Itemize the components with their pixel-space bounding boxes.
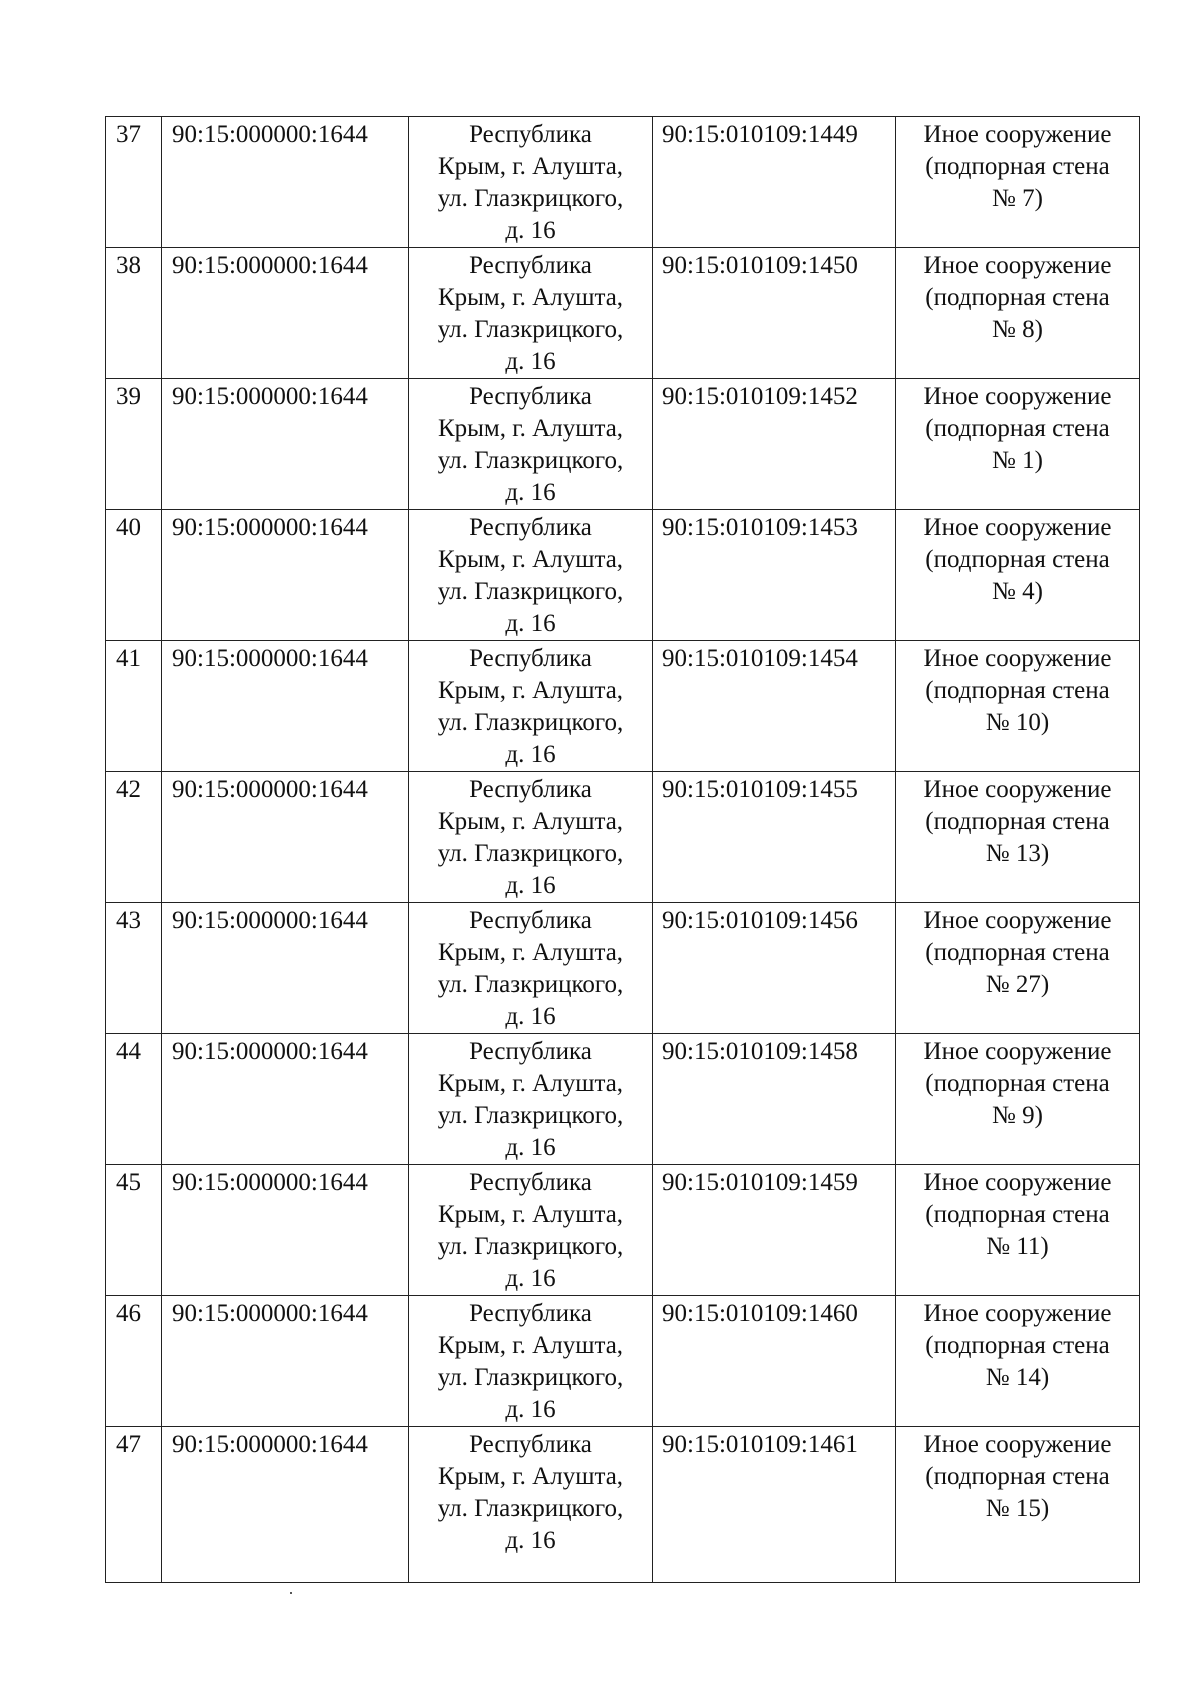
object-cadastral-number-cell: 90:15:010109:1454: [653, 641, 896, 772]
object-cadastral-number-cell: 90:15:010109:1455: [653, 772, 896, 903]
object-type-cell: [896, 1296, 1140, 1427]
row-number-cell: 43: [106, 903, 162, 1034]
object-cadastral-number-cell: 90:15:010109:1460: [653, 1296, 896, 1427]
table-row: [106, 1296, 1140, 1427]
parcel-cadastral-number-cell: 90:15:000000:1644: [162, 1165, 409, 1296]
table-row: [106, 510, 1140, 641]
address-line: д. 16: [505, 872, 556, 899]
object-cadastral-number-cell: 90:15:010109:1450: [653, 248, 896, 379]
object-type-line: № 13): [985, 840, 1050, 867]
object-cadastral-number-cell: 90:15:010109:1458: [653, 1034, 896, 1165]
address-cell: [409, 1296, 653, 1427]
address-cell: [409, 641, 653, 772]
object-type-cell: [896, 641, 1140, 772]
address-line: ул. Глазкрицкого,: [437, 709, 624, 736]
object-type-cell: [896, 379, 1140, 510]
object-type-line: Иное сооружение: [923, 252, 1112, 279]
table-row: [106, 248, 1140, 379]
address-line: д. 16: [505, 741, 556, 768]
object-type-line: № 27): [985, 971, 1050, 998]
address-line: Республика: [469, 514, 592, 541]
address-line: Республика: [469, 1038, 592, 1065]
address-line: Республика: [469, 1169, 592, 1196]
scan-speck: [290, 1592, 292, 1594]
object-type-cell: [896, 117, 1140, 248]
object-type-line: (подпорная стена: [925, 284, 1110, 311]
address-line: Республика: [469, 383, 592, 410]
object-type-line: (подпорная стена: [925, 153, 1110, 180]
address-cell: [409, 510, 653, 641]
address-line: ул. Глазкрицкого,: [437, 840, 624, 867]
address-line: д. 16: [505, 1527, 556, 1554]
address-line: д. 16: [505, 348, 556, 375]
object-type-line: (подпорная стена: [925, 677, 1110, 704]
address-line: д. 16: [505, 1134, 556, 1161]
parcel-cadastral-number-cell: 90:15:000000:1644: [162, 903, 409, 1034]
address-line: Крым, г. Алушта,: [437, 1332, 624, 1359]
address-line: д. 16: [505, 610, 556, 637]
address-line: ул. Глазкрицкого,: [437, 1102, 624, 1129]
object-type-line: № 11): [986, 1233, 1049, 1260]
parcel-cadastral-number-cell: 90:15:000000:1644: [162, 772, 409, 903]
object-type-line: № 8): [992, 316, 1043, 343]
address-cell: [409, 248, 653, 379]
object-type-line: Иное сооружение: [923, 907, 1112, 934]
parcel-cadastral-number-cell: 90:15:000000:1644: [162, 1296, 409, 1427]
object-type-line: Иное сооружение: [923, 1169, 1112, 1196]
structures-table: [105, 116, 1140, 1583]
address-line: Крым, г. Алушта,: [437, 677, 624, 704]
object-type-line: Иное сооружение: [923, 1038, 1112, 1065]
table-body: [106, 117, 1140, 1583]
address-line: Республика: [469, 645, 592, 672]
row-number-cell: 38: [106, 248, 162, 379]
row-number-cell: 44: [106, 1034, 162, 1165]
table-row: [106, 772, 1140, 903]
parcel-cadastral-number-cell: 90:15:000000:1644: [162, 117, 409, 248]
row-number-cell: 40: [106, 510, 162, 641]
address-line: Республика: [469, 252, 592, 279]
object-type-line: (подпорная стена: [925, 808, 1110, 835]
parcel-cadastral-number-cell: 90:15:000000:1644: [162, 1034, 409, 1165]
address-cell: [409, 1034, 653, 1165]
address-line: д. 16: [505, 1003, 556, 1030]
object-cadastral-number-cell: 90:15:010109:1459: [653, 1165, 896, 1296]
table-row: [106, 117, 1140, 248]
address-line: Республика: [469, 776, 592, 803]
address-line: ул. Глазкрицкого,: [437, 578, 624, 605]
object-type-cell: [896, 248, 1140, 379]
address-line: Крым, г. Алушта,: [437, 1463, 624, 1490]
address-line: Республика: [469, 1431, 592, 1458]
address-line: Крым, г. Алушта,: [437, 153, 624, 180]
object-type-line: Иное сооружение: [923, 645, 1112, 672]
address-line: Республика: [469, 1300, 592, 1327]
object-type-line: Иное сооружение: [923, 383, 1112, 410]
address-line: ул. Глазкрицкого,: [437, 185, 624, 212]
parcel-cadastral-number-cell: 90:15:000000:1644: [162, 248, 409, 379]
table-row: [106, 903, 1140, 1034]
object-cadastral-number-cell: 90:15:010109:1456: [653, 903, 896, 1034]
row-number-cell: 39: [106, 379, 162, 510]
address-line: д. 16: [505, 479, 556, 506]
object-type-cell: [896, 1427, 1140, 1583]
address-line: Крым, г. Алушта,: [437, 415, 624, 442]
address-cell: [409, 379, 653, 510]
object-type-cell: [896, 772, 1140, 903]
table-row: [106, 1427, 1140, 1583]
address-cell: [409, 903, 653, 1034]
row-number-cell: 47: [106, 1427, 162, 1583]
object-type-line: (подпорная стена: [925, 939, 1110, 966]
object-cadastral-number-cell: 90:15:010109:1452: [653, 379, 896, 510]
address-cell: [409, 1427, 653, 1583]
address-line: ул. Глазкрицкого,: [437, 316, 624, 343]
address-line: Крым, г. Алушта,: [437, 1201, 624, 1228]
object-type-line: (подпорная стена: [925, 1070, 1110, 1097]
parcel-cadastral-number-cell: 90:15:000000:1644: [162, 379, 409, 510]
address-line: ул. Глазкрицкого,: [437, 971, 624, 998]
address-line: Крым, г. Алушта,: [437, 808, 624, 835]
object-type-cell: [896, 510, 1140, 641]
table-row: [106, 1165, 1140, 1296]
address-line: д. 16: [505, 217, 556, 244]
object-type-line: Иное сооружение: [923, 121, 1112, 148]
object-type-line: (подпорная стена: [925, 1463, 1110, 1490]
object-type-line: Иное сооружение: [923, 1300, 1112, 1327]
address-line: д. 16: [505, 1265, 556, 1292]
object-type-line: (подпорная стена: [925, 1201, 1110, 1228]
address-line: Крым, г. Алушта,: [437, 1070, 624, 1097]
object-cadastral-number-cell: 90:15:010109:1453: [653, 510, 896, 641]
object-cadastral-number-cell: 90:15:010109:1461: [653, 1427, 896, 1583]
address-line: д. 16: [505, 1396, 556, 1423]
parcel-cadastral-number-cell: 90:15:000000:1644: [162, 1427, 409, 1583]
row-number-cell: 37: [106, 117, 162, 248]
object-type-line: (подпорная стена: [925, 415, 1110, 442]
object-type-line: № 15): [985, 1495, 1050, 1522]
address-cell: [409, 1165, 653, 1296]
object-type-line: № 10): [985, 709, 1050, 736]
address-line: ул. Глазкрицкого,: [437, 447, 624, 474]
address-line: ул. Глазкрицкого,: [437, 1495, 624, 1522]
object-type-line: Иное сооружение: [923, 776, 1112, 803]
address-line: ул. Глазкрицкого,: [437, 1364, 624, 1391]
parcel-cadastral-number-cell: 90:15:000000:1644: [162, 510, 409, 641]
row-number-cell: 45: [106, 1165, 162, 1296]
row-number-cell: 42: [106, 772, 162, 903]
object-type-line: (подпорная стена: [925, 1332, 1110, 1359]
address-line: Крым, г. Алушта,: [437, 939, 624, 966]
object-type-line: № 4): [992, 578, 1043, 605]
row-number-cell: 46: [106, 1296, 162, 1427]
table-row: [106, 641, 1140, 772]
table-row: [106, 1034, 1140, 1165]
table-row: [106, 379, 1140, 510]
address-line: Крым, г. Алушта,: [437, 284, 624, 311]
object-type-line: № 7): [992, 185, 1043, 212]
address-line: Крым, г. Алушта,: [437, 546, 624, 573]
address-cell: [409, 117, 653, 248]
object-type-line: № 1): [992, 447, 1043, 474]
object-type-cell: [896, 903, 1140, 1034]
address-line: Республика: [469, 907, 592, 934]
parcel-cadastral-number-cell: 90:15:000000:1644: [162, 641, 409, 772]
object-type-cell: [896, 1165, 1140, 1296]
object-type-line: (подпорная стена: [925, 546, 1110, 573]
address-line: Республика: [469, 121, 592, 148]
object-type-line: № 9): [992, 1102, 1043, 1129]
object-cadastral-number-cell: 90:15:010109:1449: [653, 117, 896, 248]
row-number-cell: 41: [106, 641, 162, 772]
object-type-cell: [896, 1034, 1140, 1165]
address-cell: [409, 772, 653, 903]
address-line: ул. Глазкрицкого,: [437, 1233, 624, 1260]
object-type-line: № 14): [985, 1364, 1050, 1391]
object-type-line: Иное сооружение: [923, 1431, 1112, 1458]
object-type-line: Иное сооружение: [923, 514, 1112, 541]
